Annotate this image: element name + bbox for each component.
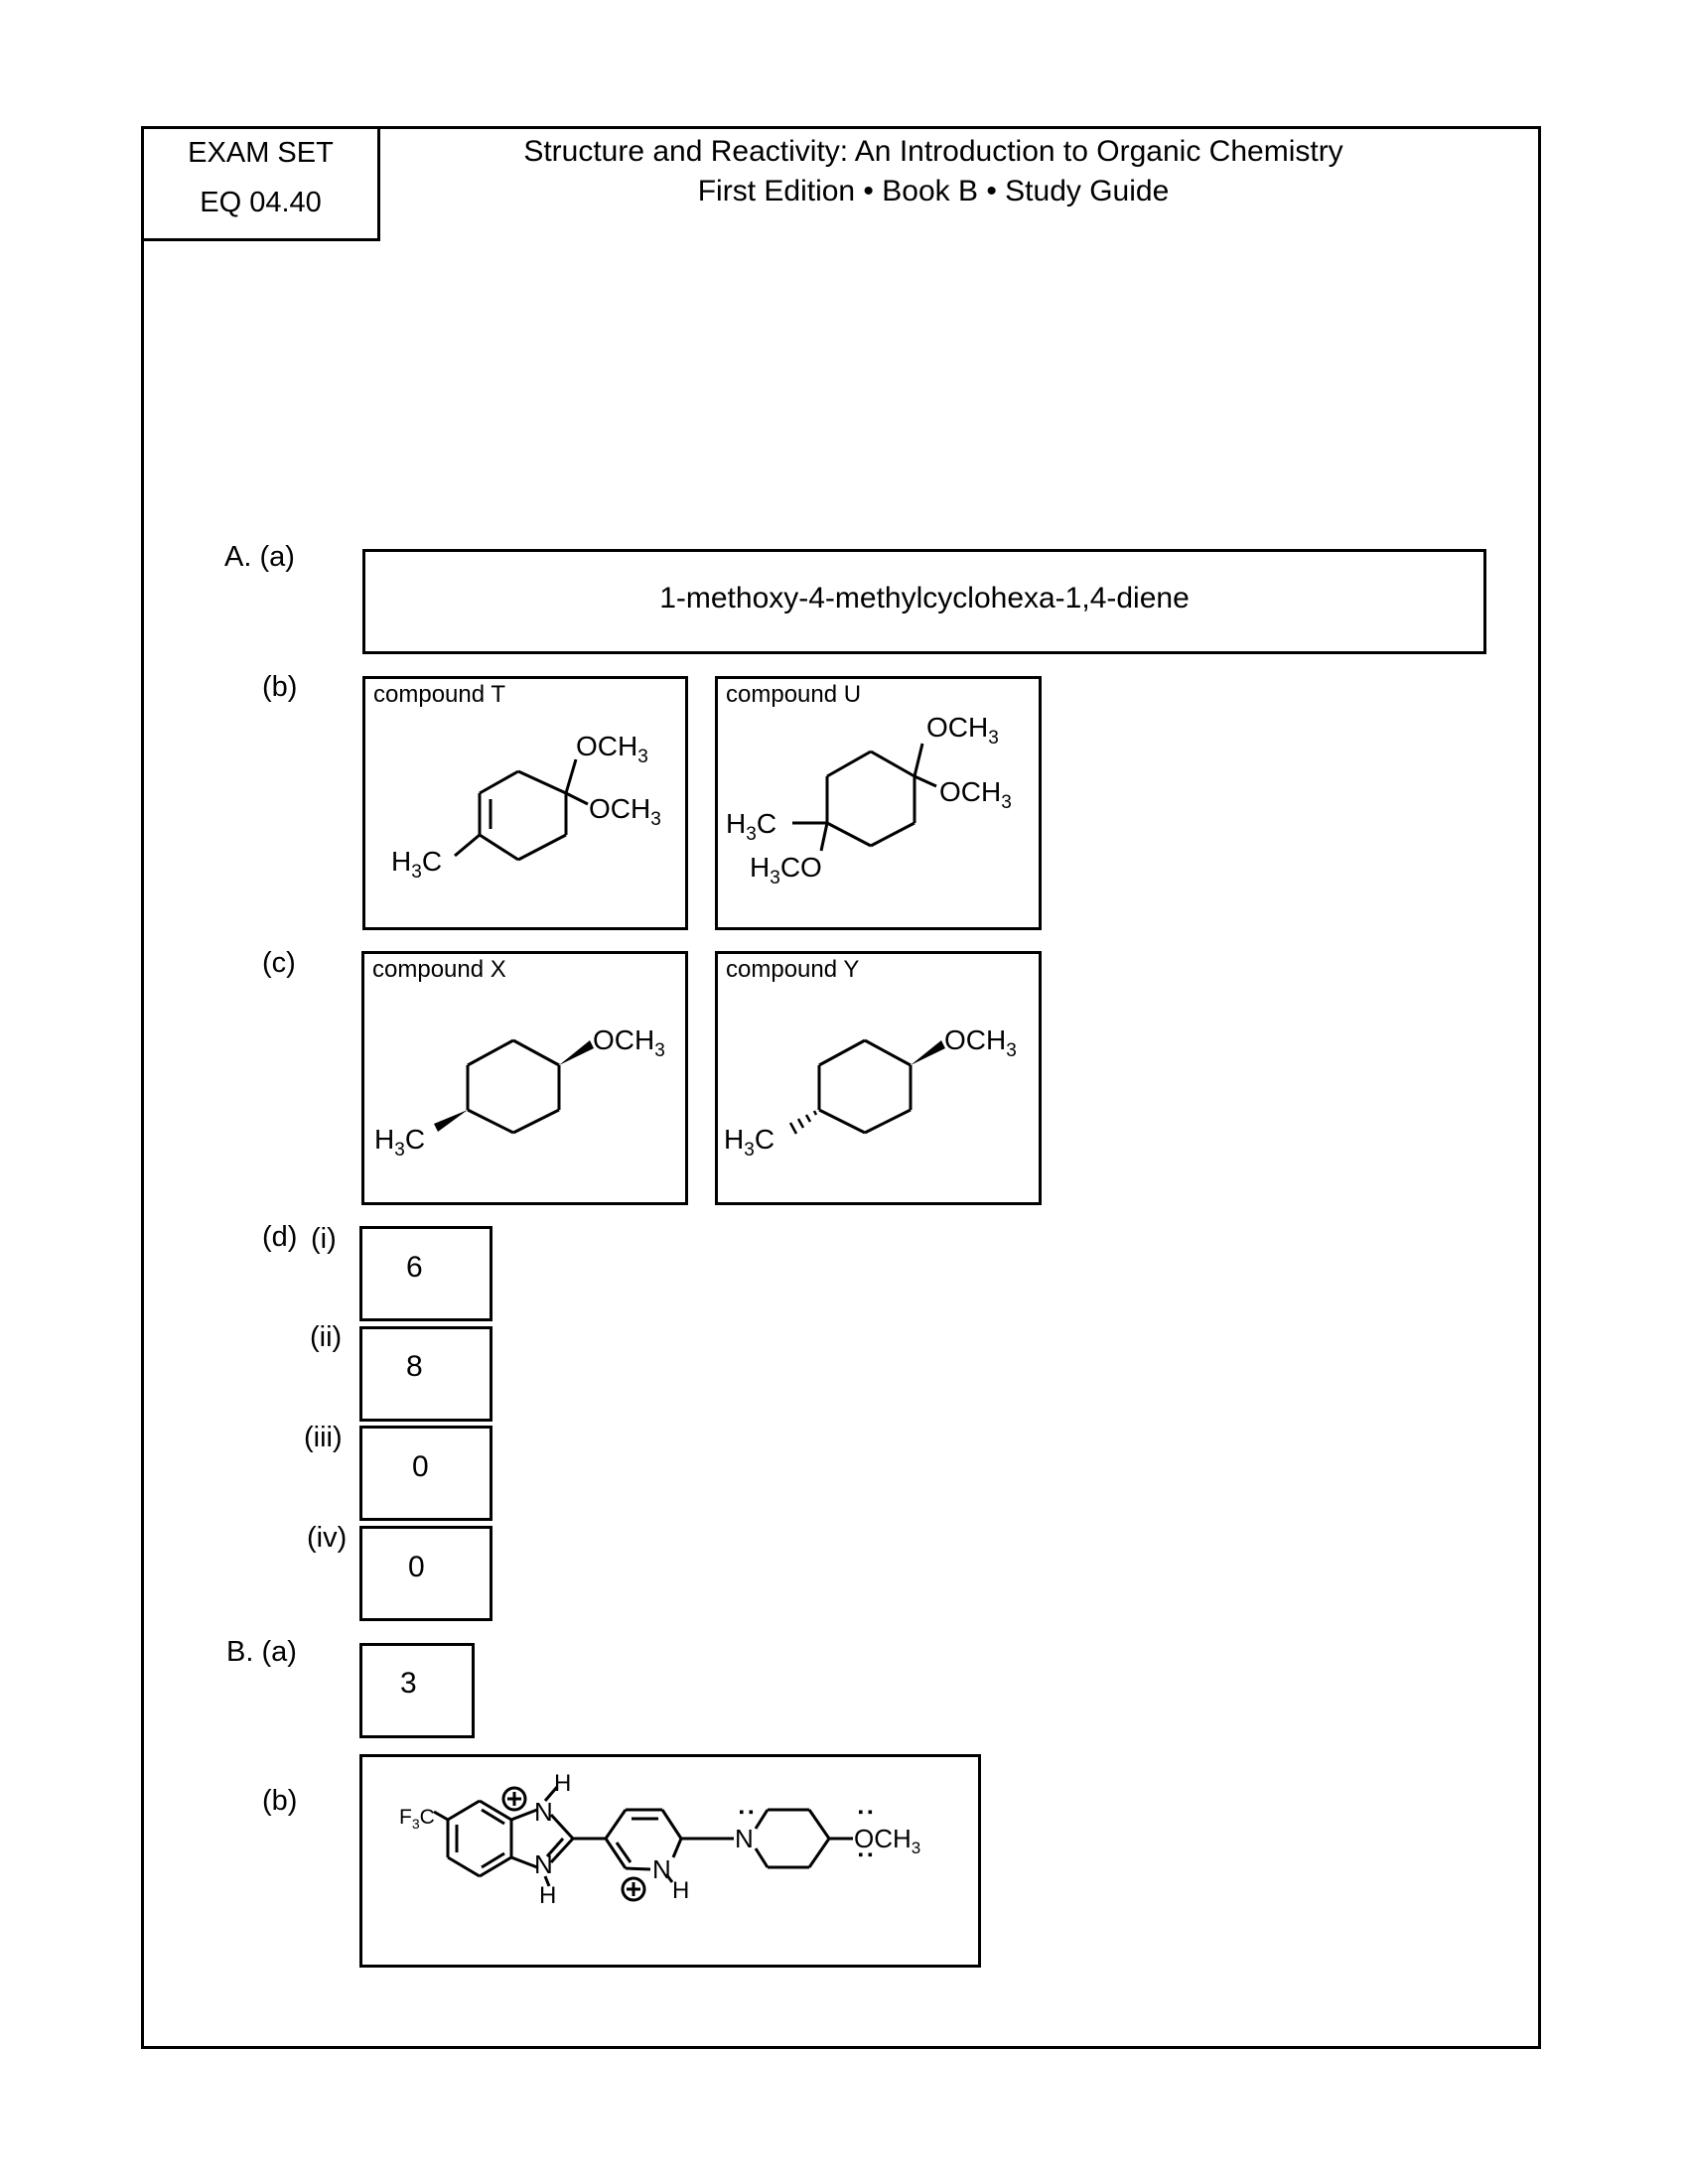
exam-set-label: EXAM SET [188, 137, 334, 169]
answer-box-d-ii [359, 1326, 492, 1422]
compound-t-label: compound T [373, 681, 505, 708]
ring-bond [468, 1110, 513, 1133]
compound-u-structure [718, 679, 1045, 933]
d-iii-label: (iii) [304, 1422, 343, 1453]
lone-pair: : [734, 1808, 764, 1817]
compound-x-label: compound X [372, 956, 506, 983]
compound-x-structure [364, 954, 691, 1208]
ring-bond [865, 1040, 911, 1065]
ring-bond [827, 751, 871, 776]
ring-bond [513, 1110, 559, 1133]
book-title: Structure and Reactivity: An Introduction to Organic Chemistry [523, 135, 1343, 168]
ring-bond [871, 823, 914, 846]
ring-bond [819, 1110, 865, 1133]
methoxy-label: $OCH_3$ [944, 1024, 1017, 1061]
piperidine-n-label: N [735, 1824, 754, 1853]
answer-a-a: 1-methoxy-4-methylcyclohexa-1,4-diene [659, 582, 1190, 614]
ring-bond [809, 1839, 829, 1867]
answer-box-d-iii [359, 1426, 492, 1521]
part-b-a-label: B. (a) [226, 1636, 297, 1668]
methyl-label: $H_3C$ [724, 1124, 775, 1160]
d-iv-label: (iv) [307, 1522, 348, 1554]
exam-set-box [141, 126, 380, 241]
pyridine-n-label: N [652, 1854, 671, 1884]
compound-y-structure [718, 954, 1045, 1208]
ring-bond [480, 835, 518, 860]
pyridinium-charge-icon [623, 1878, 644, 1900]
compound-u-box [715, 676, 1042, 930]
ring-bond [448, 1801, 480, 1820]
methyl-label: $H_3C$ [374, 1124, 426, 1160]
ring-bond [518, 835, 566, 860]
methyl-label: $H_3C$ [726, 808, 777, 845]
ring-bond [673, 1839, 681, 1857]
d-i-label: (i) [311, 1223, 337, 1255]
ring-bond [518, 771, 566, 793]
d-ii-label: (ii) [310, 1321, 343, 1353]
imidazole-n3-label: N [534, 1849, 553, 1879]
ring-bond [626, 1868, 650, 1869]
answer-box-a-a [362, 549, 1486, 654]
ring-bond [756, 1848, 768, 1867]
methoxy-label: $OCH_3$ [854, 1824, 921, 1857]
ring-bond [819, 1040, 865, 1065]
lone-pair: : [853, 1850, 883, 1859]
part-a-c-label: (c) [262, 947, 296, 979]
answer-d-iii: 0 [412, 1450, 429, 1483]
ring-bond [480, 771, 518, 793]
answer-box-b-b [359, 1754, 981, 1968]
answer-d-ii: 8 [406, 1350, 423, 1383]
substituent-bond [455, 835, 480, 856]
protonated-molecule-structure [362, 1757, 984, 1971]
cf3-label: $F_3C$ [399, 1806, 435, 1832]
ring-bond [606, 1810, 626, 1839]
methoxy-label-3: $H_3CO$ [750, 852, 822, 888]
wedge-bond [559, 1040, 594, 1065]
methyl-label: $H_3C$ [391, 846, 443, 883]
substituent-bond [914, 776, 936, 786]
compound-x-box [361, 951, 688, 1205]
compound-y-box [715, 951, 1042, 1205]
substituent-bond [821, 823, 827, 851]
ring-bond [865, 1110, 911, 1133]
wedge-bond [911, 1040, 945, 1065]
compound-t-structure [365, 679, 691, 933]
imidazole-n1-label: N [534, 1797, 553, 1827]
ring-bond [827, 823, 871, 846]
substituent-bond [566, 759, 576, 793]
ring-bond [513, 1040, 559, 1065]
methoxy-label-2: $OCH_3$ [589, 793, 661, 830]
ring-bond [871, 751, 914, 776]
ring-bond [662, 1810, 681, 1839]
part-a-a-label: A. (a) [224, 541, 295, 573]
book-subtitle: First Edition • Book B • Study Guide [697, 175, 1170, 207]
h-label: H [554, 1770, 572, 1797]
substituent-bond [566, 793, 588, 804]
methoxy-label-1: $OCH_3$ [926, 712, 999, 749]
answer-d-i: 6 [406, 1251, 423, 1284]
wedge-bond [434, 1110, 468, 1132]
compound-t-box [362, 676, 688, 930]
part-a-b-label: (b) [262, 671, 298, 703]
h-label: H [539, 1882, 557, 1909]
h-label: H [672, 1877, 690, 1904]
hash-bond [790, 1111, 816, 1134]
part-b-b-label: (b) [262, 1785, 298, 1817]
answer-d-iv: 0 [408, 1551, 425, 1583]
imidazolium-charge-icon [503, 1788, 525, 1810]
answer-box-b-a [359, 1643, 475, 1738]
methoxy-label: $OCH_3$ [593, 1024, 665, 1061]
substituent-bond [434, 1812, 448, 1820]
lone-pair: : [554, 1833, 562, 1862]
substituent-bond [914, 744, 922, 776]
methoxy-label-1: $OCH_3$ [576, 731, 648, 767]
answer-box-d-iv [359, 1526, 492, 1621]
compound-u-label: compound U [726, 681, 862, 708]
methoxy-label-2: $OCH_3$ [939, 776, 1012, 813]
lone-pair: : [853, 1808, 883, 1817]
ring-bond [448, 1857, 480, 1876]
answer-b-a: 3 [400, 1667, 417, 1700]
exam-set-number: EQ 04.40 [200, 187, 322, 218]
answer-box-d-i [359, 1226, 492, 1321]
ring-bond [809, 1810, 829, 1839]
compound-y-label: compound Y [726, 956, 860, 983]
part-a-d-label: (d) [262, 1221, 298, 1253]
ring-bond [468, 1040, 513, 1065]
